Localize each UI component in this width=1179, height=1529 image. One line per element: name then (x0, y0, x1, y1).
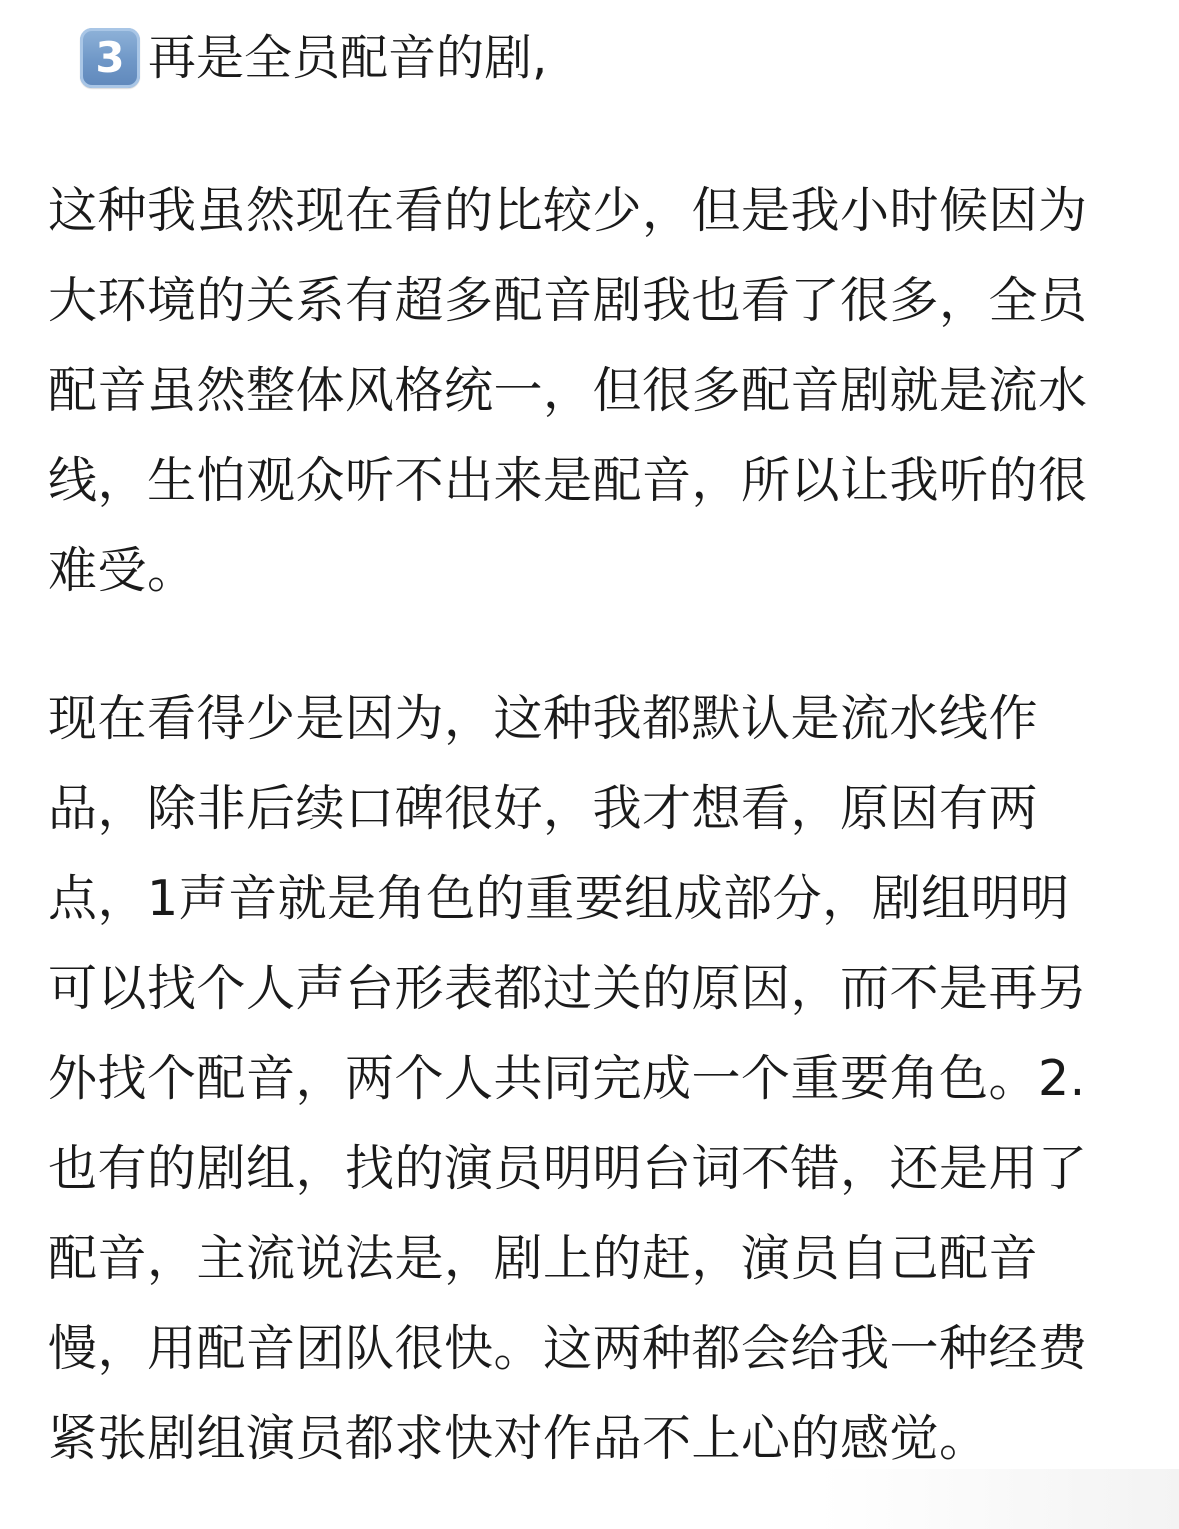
text-line: 配音，主流说法是，剧上的赶，演员自己配音 (48, 1230, 1039, 1287)
text-line: 这种我虽然现在看的比较少，但是我小时候因为 (48, 182, 1088, 239)
paragraph-2 (48, 674, 1128, 1484)
text-line: 大环境的关系有超多配音剧我也看了很多，全员 (48, 272, 1088, 329)
text-line: 配音虽然整体风格统一，但很多配音剧就是流水 (48, 362, 1088, 419)
text-line: 也有的剧组，找的演员明明台词不错，还是用了 (48, 1140, 1088, 1197)
text-line: 外找个配音，两个人共同完成一个重要角色。2. (48, 1050, 1086, 1107)
heading-text: 再是全员配音的剧, (148, 30, 548, 86)
paragraph-1 (48, 166, 1128, 616)
watermark-shade (819, 1469, 1179, 1529)
text-line: 线，生怕观众听不出来是配音，所以让我听的很 (48, 452, 1088, 509)
text-line: 可以找个人声台形表都过关的原因，而不是再另 (48, 960, 1088, 1017)
text-line: 现在看得少是因为，这种我都默认是流水线作 (48, 690, 1039, 747)
text-line: 紧张剧组演员都求快对作品不上心的感觉。 (48, 1410, 989, 1467)
text-line: 难受。 (48, 542, 197, 599)
text-line: 慢，用配音团队很快。这两种都会给我一种经费 (48, 1320, 1088, 1377)
section-heading (80, 26, 547, 90)
keycap-digit-three-icon: 3 (80, 28, 140, 88)
text-line: 点，1声音就是角色的重要组成部分，剧组明明 (48, 870, 1070, 927)
text-line: 品，除非后续口碑很好，我才想看，原因有两 (48, 780, 1039, 837)
